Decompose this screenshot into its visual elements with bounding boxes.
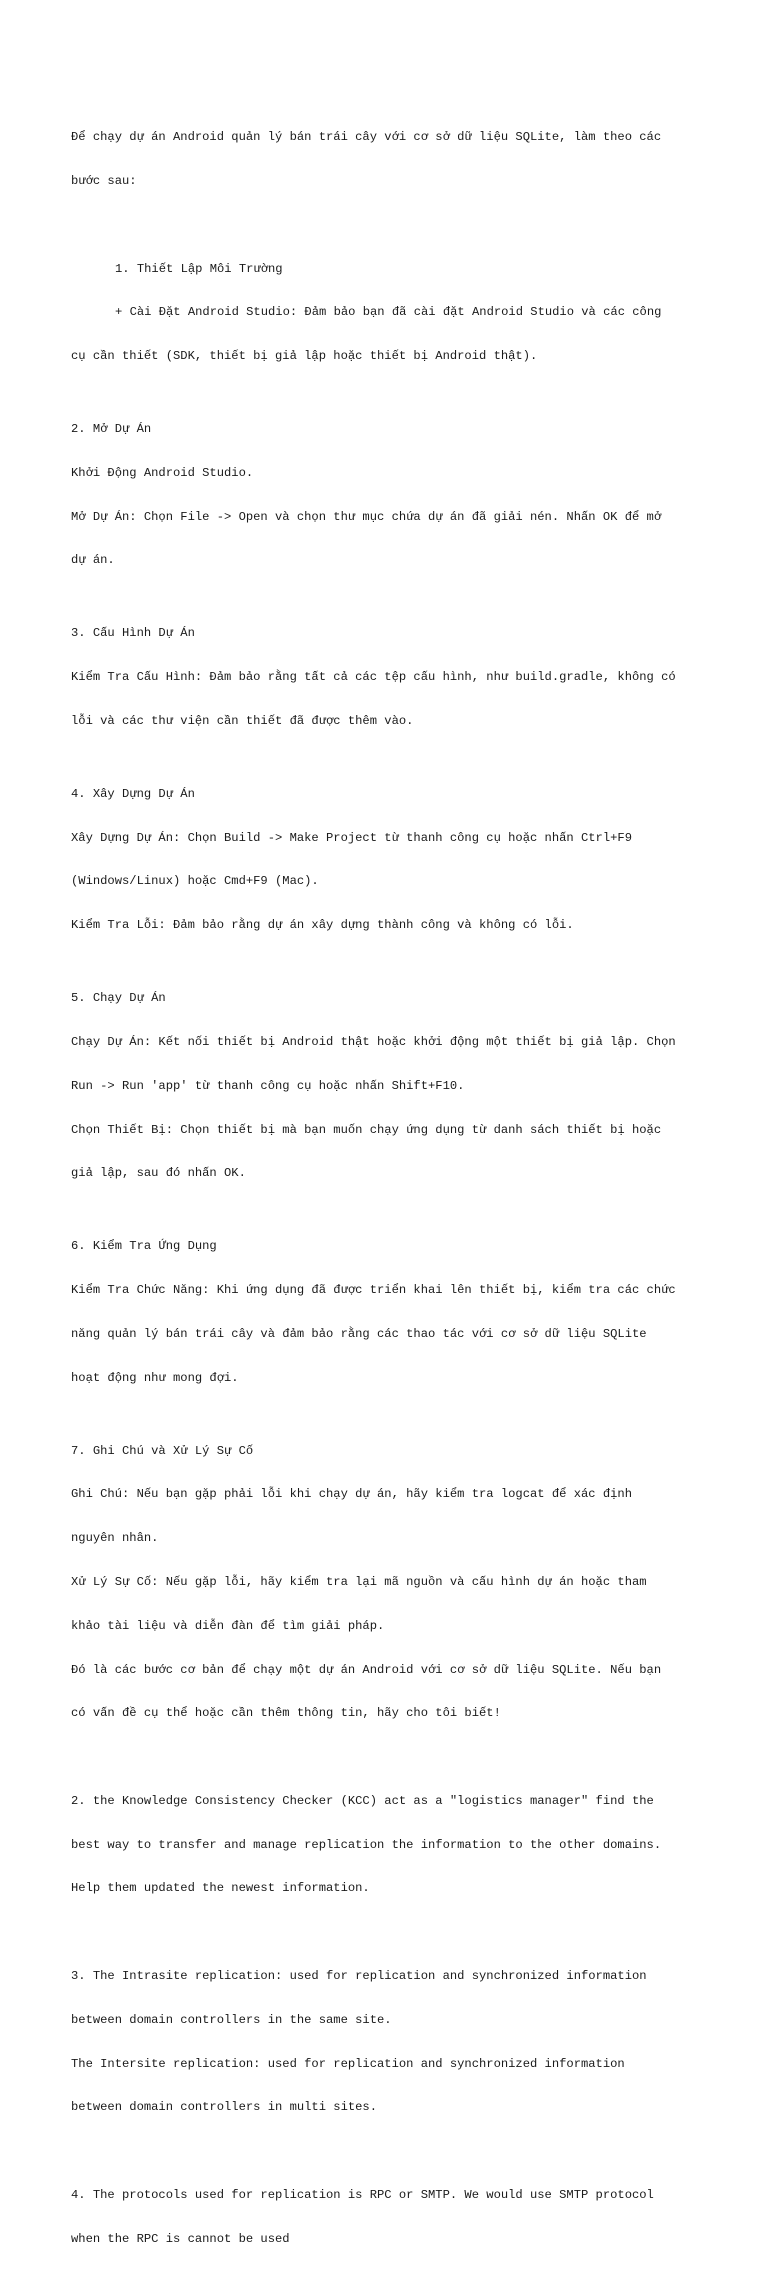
step-7: [71, 1414, 701, 1750]
step-4: [71, 758, 701, 962]
step-line: Kiểm Tra Cấu Hình: Đảm bảo rằng tất cả các tệp cấu hình, như build.gradle, không có: [71, 670, 676, 685]
step-line: (Windows/Linux) hoặc Cmd+F9 (Mac).: [71, 874, 319, 889]
step-line: hoạt động như mong đợi.: [71, 1370, 239, 1385]
answer-line: between domain controllers in the same site.: [71, 2012, 392, 2027]
answer-line: 3. The Intrasite replication: used for replication and synchronized information: [71, 1969, 647, 1983]
step-heading: 6. Kiểm Tra Ứng Dụng: [71, 1239, 217, 1254]
step-heading: 3. Cấu Hình Dự Án: [71, 626, 195, 641]
answer-2: [71, 1765, 701, 1926]
answer-line: best way to transfer and manage replication the information to the other domains.: [71, 1837, 662, 1852]
step-line: Run -> Run 'app' từ thanh công cụ hoặc nhấn Shift+F10.: [71, 1078, 465, 1093]
step-heading: 5. Chạy Dự Án: [71, 991, 166, 1006]
answer-line: between domain controllers in multi sites.: [71, 2100, 377, 2115]
step-line: Chạy Dự Án: Kết nối thiết bị Android thật hoặc khởi động một thiết bị giả lập. Chọn: [71, 1035, 676, 1049]
step-3: [71, 597, 701, 758]
step-line: Khởi Động Android Studio.: [71, 465, 254, 480]
intro-paragraph: [71, 101, 701, 218]
step-heading: 7. Ghi Chú và Xử Lý Sự Cố: [71, 1443, 254, 1458]
step-line: Kiểm Tra Lỗi: Đảm bảo rằng dự án xây dựng thành công và không có lỗi.: [71, 918, 574, 933]
step-line: + Cài Đặt Android Studio: Đảm bảo bạn đã cài đặt Android Studio và các công: [115, 305, 662, 320]
step-line: nguyên nhân.: [71, 1531, 159, 1546]
step-line: Xử Lý Sự Cố: Nếu gặp lỗi, hãy kiểm tra lại mã nguồn và cấu hình dự án hoặc tham: [71, 1574, 647, 1589]
step-line: có vấn đề cụ thể hoặc cần thêm thông tin, hãy cho tôi biết!: [71, 1706, 501, 1721]
spacer: [71, 1925, 701, 1940]
document-body: [71, 101, 701, 2275]
step-6: [71, 1210, 701, 1414]
answer-4: [71, 2159, 701, 2275]
step-line: Chọn Thiết Bị: Chọn thiết bị mà bạn muốn chạy ứng dụng từ danh sách thiết bị hoặc: [71, 1122, 662, 1137]
step-line: Ghi Chú: Nếu bạn gặp phải lỗi khi chạy dự án, hãy kiểm tra logcat để xác định: [71, 1487, 632, 1502]
step-line: Kiểm Tra Chức Năng: Khi ứng dụng đã được triển khai lên thiết bị, kiểm tra các chức: [71, 1283, 676, 1298]
step-line: Xây Dựng Dự Án: Chọn Build -> Make Project từ thanh công cụ hoặc nhấn Ctrl+F9: [71, 830, 632, 845]
intro-line: Để chạy dự án Android quản lý bán trái cây với cơ sở dữ liệu SQLite, làm theo các: [71, 130, 662, 145]
step-line: Mở Dự Án: Chọn File -> Open và chọn thư mục chứa dự án đã giải nén. Nhấn OK để mở: [71, 509, 662, 524]
step-line: năng quản lý bán trái cây và đảm bảo rằng các thao tác với cơ sở dữ liệu SQLite: [71, 1326, 647, 1341]
spacer: [71, 218, 701, 233]
step-line: khảo tài liệu và diễn đàn để tìm giải pháp.: [71, 1618, 385, 1633]
step-heading: 4. Xây Dựng Dự Án: [71, 786, 195, 801]
step-5: [71, 962, 701, 1210]
answer-line: Help them updated the newest information.: [71, 1881, 370, 1896]
step-line: dự án.: [71, 553, 115, 568]
answer-line: when the RPC is cannot be used: [71, 2231, 290, 2246]
step-line: giả lập, sau đó nhấn OK.: [71, 1166, 246, 1181]
spacer: [71, 2144, 701, 2159]
spacer: [71, 1750, 701, 1765]
step-2: [71, 393, 701, 597]
answer-3: [71, 1940, 701, 2144]
step-line: cụ cần thiết (SDK, thiết bị giả lập hoặc thiết bị Android thật).: [71, 349, 538, 364]
step-heading: 2. Mở Dự Án: [71, 422, 152, 437]
step-line: Đó là các bước cơ bản để chạy một dự án Android với cơ sở dữ liệu SQLite. Nếu bạn: [71, 1662, 662, 1677]
step-1: [71, 232, 701, 393]
answer-line: 2. the Knowledge Consistency Checker (KCC) act as a "logistics manager" find the: [71, 1793, 654, 1808]
step-heading: 1. Thiết Lập Môi Trường: [115, 261, 283, 276]
answer-line: 4. The protocols used for replication is RPC or SMTP. We would use SMTP protocol: [71, 2187, 654, 2202]
intro-line: bước sau:: [71, 173, 137, 188]
answer-line: The Intersite replication: used for replication and synchronized information: [71, 2056, 625, 2071]
step-line: lỗi và các thư viện cần thiết đã được thêm vào.: [71, 713, 414, 728]
